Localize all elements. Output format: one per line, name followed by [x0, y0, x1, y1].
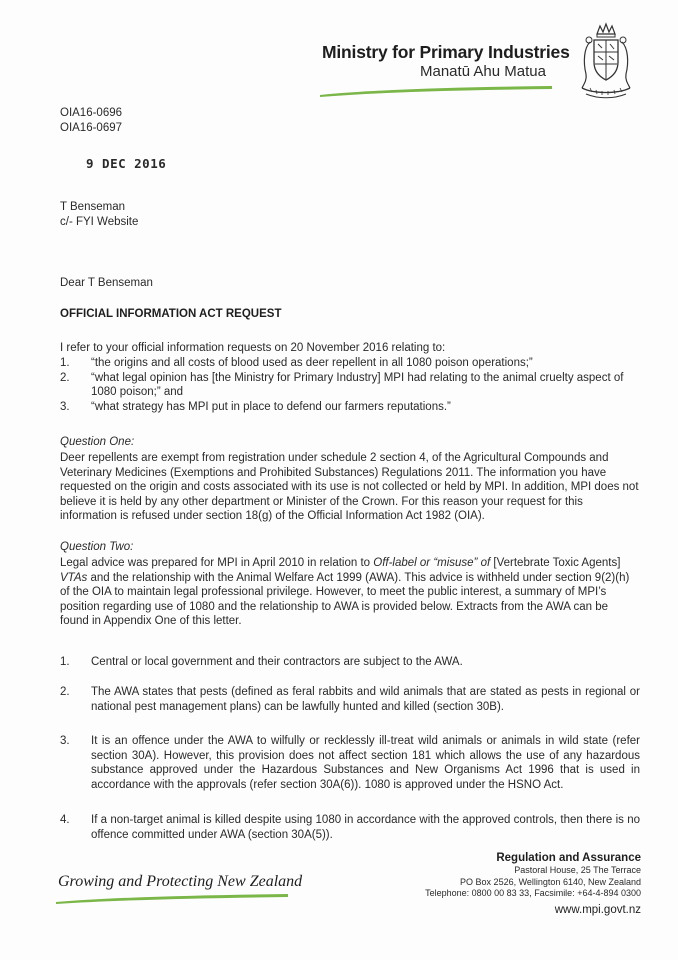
intro-paragraph: I refer to your official information requests on 20 November 2016 relating to:: [60, 342, 446, 354]
list-item-number: 3.: [60, 735, 70, 747]
list-item-number: 2.: [60, 686, 70, 698]
position-point: [60, 734, 640, 792]
list-item: [60, 400, 640, 415]
footer-address-line: Pastoral House, 25 The Terrace: [514, 865, 641, 875]
list-item-text: Central or local government and their contractors are subject to the AWA.: [91, 656, 463, 668]
footer-department: Regulation and Assurance: [496, 852, 641, 864]
footer-contact-block: [425, 851, 641, 918]
salutation: Dear T Benseman: [60, 277, 153, 289]
list-item-text: If a non-target animal is killed despite using 1080 in accordance with the approved controls, then there is no offence committed under AWA (section 30A(5)).: [91, 814, 640, 841]
body-text-segment: and the relationship with the Animal Welfare Act 1999 (AWA). This advice is withheld under section 9(2)(h) of the OIA to maintain legal professional privilege. However, to meet the public interest, a summary of MPI’s position regarding use of 1080 and the relationship to AWA is provided below. Extracts from the AWA can be found in Appendix One of this letter.: [60, 571, 630, 628]
reference-number: OIA16-0697: [60, 122, 123, 134]
body-text-italic-segment: Off-label or “misuse” of: [373, 557, 491, 569]
addressee-name: T Benseman: [60, 201, 125, 213]
footer-swoosh-icon: [56, 893, 288, 905]
list-item-number: 2.: [60, 371, 70, 384]
question-one-heading: Question One:: [60, 436, 135, 448]
list-item-text: “the origins and all costs of blood used as deer repellent in all 1080 poison operations;”: [91, 357, 533, 369]
ministry-name-maori: Manatū Ahu Matua: [420, 63, 546, 80]
list-item-number: 1.: [60, 656, 70, 668]
addressee-block: [60, 200, 138, 230]
position-point: [60, 685, 640, 714]
footer-contact-numbers: Telephone: 0800 00 83 33, Facsimile: +64-4-894 0300: [425, 888, 641, 898]
addressee-address: c/- FYI Website: [60, 216, 139, 228]
list-item-number: 1.: [60, 357, 70, 369]
footer-website-link[interactable]: www.mpi.govt.nz: [554, 903, 641, 916]
list-item: [60, 685, 640, 714]
list-item-number: 3.: [60, 400, 70, 413]
list-item: [60, 734, 640, 792]
request-list: [60, 356, 640, 414]
body-text-italic-segment: VTAs: [60, 571, 88, 584]
position-point: [60, 655, 640, 670]
footer-address-line: PO Box 2526, Wellington 6140, New Zealand: [460, 876, 641, 887]
reference-number: OIA16-0696: [60, 107, 123, 119]
question-two-heading: Question Two:: [60, 541, 134, 553]
ministry-name: Ministry for Primary Industries: [322, 42, 570, 62]
body-text-segment: [Vertebrate Toxic Agents]: [490, 557, 621, 569]
question-one-body: Deer repellents are exempt from registration under schedule 2 section 4, of the Agricultural Compounds and Veterinary Medicines (Exemptions and Prohibited Substances) Regulations 2011. The information you have requested on the origin and costs associated with its use is not collected or held by MPI. In addition, MPI does not believe it is held by any other department or Minister of the Crown. For this reason your request for this information is refused under section 18(g) of the Official Information Act 1982 (OIA).: [60, 452, 639, 523]
footer-slogan: Growing and Protecting New Zealand: [58, 873, 303, 890]
reference-numbers: [60, 106, 122, 136]
header-swoosh-icon: [320, 84, 552, 98]
list-item: [60, 655, 640, 670]
date-stamp: 9 DEC 2016: [86, 156, 167, 171]
list-item-text: “what strategy has MPI put in place to defend our farmers reputations.”: [91, 400, 451, 413]
list-item: [60, 813, 640, 842]
letter-subject: OFFICIAL INFORMATION ACT REQUEST: [60, 308, 282, 320]
list-item-text: It is an offence under the AWA to wilfully or recklessly ill-treat wild animals or animals in wild state (refer section 30A). However, this provision does not affect section 181 which allows the use of any hazardous substance approved under the Hazardous Substances and New Organisms Act 1996 that is used in accordance with the approvals (refer section 30A(6)). 1080 is approved under the HSNO Act.: [91, 735, 640, 791]
question-two-body: [60, 556, 640, 629]
nz-coat-of-arms-icon: [570, 22, 642, 102]
list-item-text: “what legal opinion has [the Ministry for Primary Industry] MPI had relating to the animal cruelty aspect of 1080 poison;” and: [91, 371, 624, 399]
list-item-number: 4.: [60, 814, 70, 826]
position-point: [60, 813, 640, 842]
list-item: [60, 371, 640, 400]
body-text-segment: Legal advice was prepared for MPI in April 2010 in relation to: [60, 557, 374, 569]
list-item: [60, 356, 640, 371]
list-item-text: The AWA states that pests (defined as feral rabbits and wild animals that are stated as pests in regional or national pest management plans) can be lawfully hunted and killed (section 30B).: [91, 686, 640, 713]
